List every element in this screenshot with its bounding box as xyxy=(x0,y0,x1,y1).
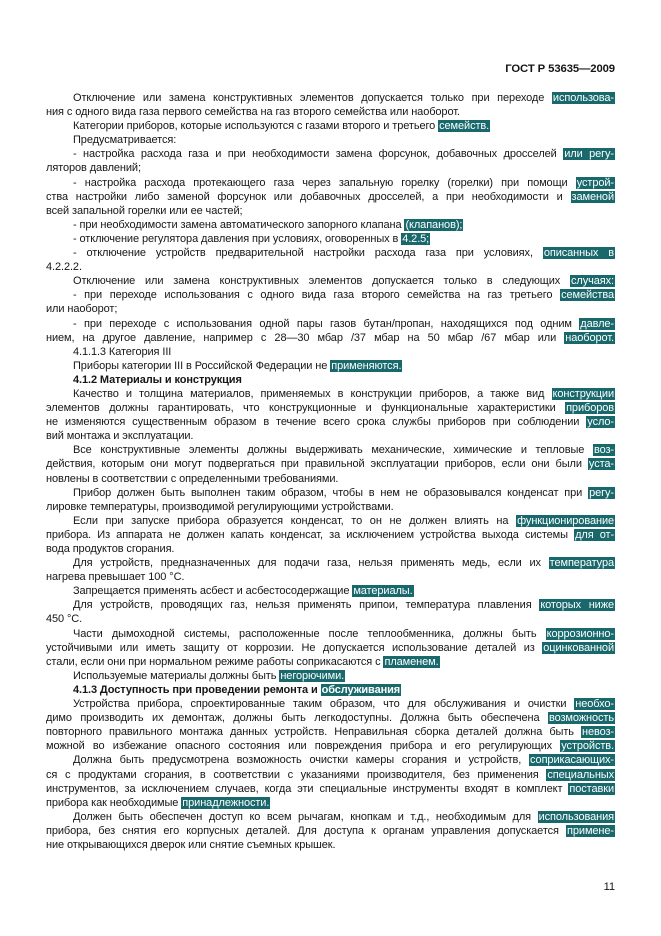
paragraph xyxy=(46,274,615,288)
text-line xyxy=(46,133,615,147)
paragraph xyxy=(46,345,615,359)
text-segment: - отключение регулятора давления при условиях, оговоренных в xyxy=(73,232,402,245)
highlighted-text: принадлежности. xyxy=(182,796,270,809)
paragraph xyxy=(46,697,615,753)
text-segment: - при необходимости замена автоматического запорного клапана xyxy=(73,218,405,231)
text-segment: Должен быть обеспечен доступ ко всем рычагам, кнопкам и т.д., необходимым для xyxy=(73,810,538,823)
text-line xyxy=(46,796,615,810)
highlighted-text: (клапанов); xyxy=(405,218,463,231)
text-segment: всей запальной горелки или ее частей; xyxy=(46,204,243,217)
highlighted-text: функционирование xyxy=(517,514,614,527)
text-line xyxy=(46,373,615,387)
section-heading xyxy=(46,373,615,387)
paragraph xyxy=(46,486,615,514)
text-line xyxy=(46,176,615,190)
text-line xyxy=(46,838,615,852)
text-segment: - при переходе с использования одной пары газов бутан/пропан, находящихся под одним xyxy=(73,317,580,330)
highlighted-text: описанных в xyxy=(543,247,614,260)
highlighted-text: регу- xyxy=(589,486,614,499)
section-heading xyxy=(46,683,615,697)
text-line xyxy=(46,584,615,598)
text-segment: нагрева превышает 100 °С. xyxy=(46,571,185,584)
text-segment: Категории приборов, которые используются с газами второго и третьего xyxy=(73,120,439,133)
text-line xyxy=(46,161,615,175)
highlighted-text: поставки xyxy=(569,782,614,795)
highlighted-text: примене- xyxy=(567,824,614,837)
text-segment: можной во избежание опасного состояния или повреждения прибора и его регулирующих xyxy=(46,740,561,753)
text-segment: 4.2.2.2. xyxy=(46,261,82,274)
text-line xyxy=(46,204,615,218)
text-line xyxy=(46,190,615,204)
paragraph xyxy=(46,317,615,345)
text-line xyxy=(46,768,615,782)
paragraph xyxy=(46,584,615,598)
highlighted-text: 4.2.5; xyxy=(402,232,430,245)
text-segment: ние открывающихся дверок или снятие съемных крышек. xyxy=(46,838,336,851)
highlighted-text: семейств. xyxy=(439,120,490,133)
text-line xyxy=(46,683,615,697)
highlighted-text: пламенем. xyxy=(384,655,439,668)
text-segment: - настройка расхода протекающего газа через запальную горелку (горелки) при помощи xyxy=(73,176,576,189)
paragraph xyxy=(46,246,615,274)
text-segment: действия, которым они могут подвергаться при правильной эксплуатации приборов, если они были xyxy=(46,458,588,471)
text-segment: устойчивыми или иметь защиту от коррозии. Не допускается использование деталей из xyxy=(46,641,543,654)
paragraph xyxy=(46,627,615,669)
text-segment: или наоборот; xyxy=(46,303,118,316)
text-segment: Прибор должен быть выполнен таким образом, чтобы в нем не образовывался конденсат при xyxy=(73,486,589,499)
text-segment: ния с одного вида газа первого семейства на газ второго семейства или наоборот. xyxy=(46,106,460,119)
paragraph xyxy=(46,218,615,232)
highlighted-text: материалы. xyxy=(353,585,413,598)
highlighted-text: соприкасающих- xyxy=(530,754,614,767)
text-segment: Для устройств, предназначенных для подачи газа, нельзя применять медь, если их xyxy=(73,557,549,570)
highlighted-text: возможность xyxy=(548,712,614,725)
text-line xyxy=(46,105,615,119)
highlighted-text: конструкции xyxy=(552,387,614,400)
text-segment: вий монтажа и эксплуатации. xyxy=(46,430,194,443)
text-line xyxy=(46,359,615,373)
text-segment: Устройства прибора, спроектированные таким образом, что для обслуживания и очистки xyxy=(73,698,575,711)
paragraph xyxy=(46,556,615,584)
highlighted-text: уста- xyxy=(588,458,614,471)
highlighted-text: температура xyxy=(549,557,614,570)
text-line xyxy=(46,147,615,161)
text-line xyxy=(46,387,615,401)
text-line xyxy=(46,472,615,486)
text-segment: 4.1.1.3 Категория III xyxy=(73,345,172,358)
paragraph xyxy=(46,514,615,556)
paragraph xyxy=(46,133,615,147)
paragraph xyxy=(46,359,615,373)
text-segment: новлены в соответствии с определенными требованиями. xyxy=(46,472,339,485)
highlighted-text: приборов xyxy=(566,402,614,415)
paragraph xyxy=(46,443,615,485)
paragraph xyxy=(46,91,615,119)
document-body xyxy=(46,91,615,852)
text-segment: лировке температуры, производимой регулирующими устройствами. xyxy=(46,500,394,513)
text-segment: Для устройств, проводящих газ, нельзя применять припои, температура плавления xyxy=(73,599,540,612)
text-line xyxy=(46,500,615,514)
paragraph xyxy=(46,232,615,246)
page-footer xyxy=(604,880,615,894)
highlighted-text: устройств. xyxy=(561,740,614,753)
highlighted-text: заменой xyxy=(571,190,614,203)
text-segment: прибора как необходимые xyxy=(46,796,182,809)
paragraph xyxy=(46,288,615,316)
text-line xyxy=(46,457,615,471)
page-header xyxy=(46,62,615,76)
highlighted-text: негорючими. xyxy=(280,669,345,682)
text-line xyxy=(46,725,615,739)
text-segment: 4.1.2 Материалы и конструкция xyxy=(73,373,242,386)
text-segment: 450 °С. xyxy=(46,613,83,626)
text-line xyxy=(46,641,615,655)
text-line xyxy=(46,810,615,824)
text-line xyxy=(46,119,615,133)
text-segment: Приборы категории III в Российской Федерации не xyxy=(73,359,331,372)
highlighted-text: семейства xyxy=(561,289,614,302)
highlighted-text: обслуживания xyxy=(321,683,401,696)
text-line xyxy=(46,317,615,331)
text-segment: Используемые материалы должны быть xyxy=(73,669,280,682)
text-line xyxy=(46,556,615,570)
text-line xyxy=(46,598,615,612)
text-line xyxy=(46,218,615,232)
highlighted-text: или регу- xyxy=(564,148,614,161)
text-line xyxy=(46,739,615,753)
text-line xyxy=(46,782,615,796)
paragraph xyxy=(46,147,615,175)
text-segment: повторного правильного монтажа данных устройств. Неправильная сборка деталей должна быть xyxy=(46,726,581,739)
text-segment: ся с продуктами сгорания, в соответствии с указаниями производителя, без применения xyxy=(46,768,547,781)
text-line xyxy=(46,514,615,528)
highlighted-text: использова- xyxy=(552,92,614,104)
highlighted-text: которых ниже xyxy=(540,599,615,612)
text-line xyxy=(46,345,615,359)
standard-number: ГОСТ Р 53635—2009 xyxy=(505,63,615,75)
text-line xyxy=(46,274,615,288)
text-line xyxy=(46,570,615,584)
text-segment: инструментов, за исключением случаев, когда эти специальные инструменты входят в комплект xyxy=(46,782,569,795)
text-segment: димо производить их демонтаж, должны быть легкодоступны. Должна быть обеспечена xyxy=(46,712,548,725)
highlighted-text: давле- xyxy=(580,317,614,330)
text-segment: элементов должны гарантировать, что конструкционные и функциональные характеристики xyxy=(46,402,566,415)
highlighted-text: необхо- xyxy=(575,698,614,711)
paragraph xyxy=(46,669,615,683)
highlighted-text: для от- xyxy=(575,528,615,541)
text-segment: вода продуктов сгорания. xyxy=(46,543,175,555)
text-line xyxy=(46,669,615,683)
text-segment: прибора. Из аппарата не должен капать конденсат, за исключением устройства выхода системы xyxy=(46,528,575,541)
highlighted-text: наоборот. xyxy=(565,331,614,344)
paragraph xyxy=(46,119,615,133)
text-segment: Качество и толщина материалов, применяемых в конструкции приборов, а также вид xyxy=(73,387,552,400)
text-segment: Все конструктивные элементы должны выдерживать механические, химические и тепловые xyxy=(73,444,593,457)
text-segment: прибора, без снятия его корпусных деталей. Для доступа к органам управления допускается xyxy=(46,824,567,837)
highlighted-text: применяются. xyxy=(331,359,402,372)
highlighted-text: оцинкованной xyxy=(543,641,614,654)
highlighted-text: использования xyxy=(538,810,614,823)
text-line xyxy=(46,612,615,626)
text-line xyxy=(46,232,615,246)
text-segment: Запрещается применять асбест и асбестосодержащие xyxy=(73,585,353,598)
text-line xyxy=(46,443,615,457)
text-segment: ляторов давлений; xyxy=(46,162,141,175)
text-line xyxy=(46,401,615,415)
text-line xyxy=(46,415,615,429)
text-segment: - настройка расхода газа и при необходимости замена форсунок, добавочных дросселей xyxy=(73,148,564,161)
text-line xyxy=(46,429,615,443)
highlighted-text: специальных xyxy=(547,768,614,781)
text-line xyxy=(46,288,615,302)
paragraph xyxy=(46,176,615,218)
highlighted-text: воз- xyxy=(593,444,614,457)
text-line xyxy=(46,528,615,542)
text-line xyxy=(46,486,615,500)
text-segment: ства настройки либо заменой форсунок или добавочных дросселей, а при необходимости и xyxy=(46,190,571,203)
text-line xyxy=(46,91,615,105)
text-line xyxy=(46,824,615,838)
text-segment: - отключение устройств предварительной настройки расхода газа при условиях, xyxy=(73,247,543,260)
text-line xyxy=(46,260,615,274)
text-line xyxy=(46,302,615,316)
text-segment: стали, если они при нормальном режиме работы соприкасаются с xyxy=(46,655,384,668)
highlighted-text: устрой- xyxy=(576,176,614,189)
text-segment: Части дымоходной системы, расположенные после теплообменника, должны быть xyxy=(73,627,546,640)
text-line xyxy=(46,627,615,641)
text-segment: нием, на другое давление, например с 28—30 мбар /37 мбар на 50 мбар /67 мбар или xyxy=(46,331,565,344)
paragraph xyxy=(46,598,615,626)
highlighted-text: случаях: xyxy=(571,275,614,288)
text-line xyxy=(46,246,615,260)
page-number: 11 xyxy=(603,880,615,893)
text-line xyxy=(46,655,615,669)
text-line xyxy=(46,542,615,556)
text-segment: Предусматривается: xyxy=(73,134,177,147)
paragraph xyxy=(46,753,615,809)
highlighted-text: невоз- xyxy=(581,726,614,739)
text-segment: 4.1.3 Доступность при проведении ремонта и xyxy=(73,683,321,696)
text-line xyxy=(46,711,615,725)
paragraph xyxy=(46,810,615,852)
text-segment: не изменяются существенным образом в течение всего срока службы приборов при соблюдении xyxy=(46,416,587,429)
highlighted-text: коррозионно- xyxy=(546,627,614,640)
highlighted-text: усло- xyxy=(587,416,614,429)
text-segment: Если при запуске прибора образуется конденсат, то он не должен влиять на xyxy=(73,514,517,527)
text-line xyxy=(46,331,615,345)
text-line xyxy=(46,697,615,711)
text-segment: Отключение или замена конструктивных элементов допускается только в следующих xyxy=(73,275,571,288)
text-segment: - при переходе использования с одного вида газа второго семейства на газ третьего xyxy=(73,289,561,302)
paragraph xyxy=(46,387,615,443)
text-line xyxy=(46,753,615,767)
text-segment: Отключение или замена конструктивных элементов допускается только при переходе xyxy=(73,92,552,104)
text-segment: Должна быть предусмотрена возможность очистки камеры сгорания и устройств, xyxy=(73,754,530,767)
